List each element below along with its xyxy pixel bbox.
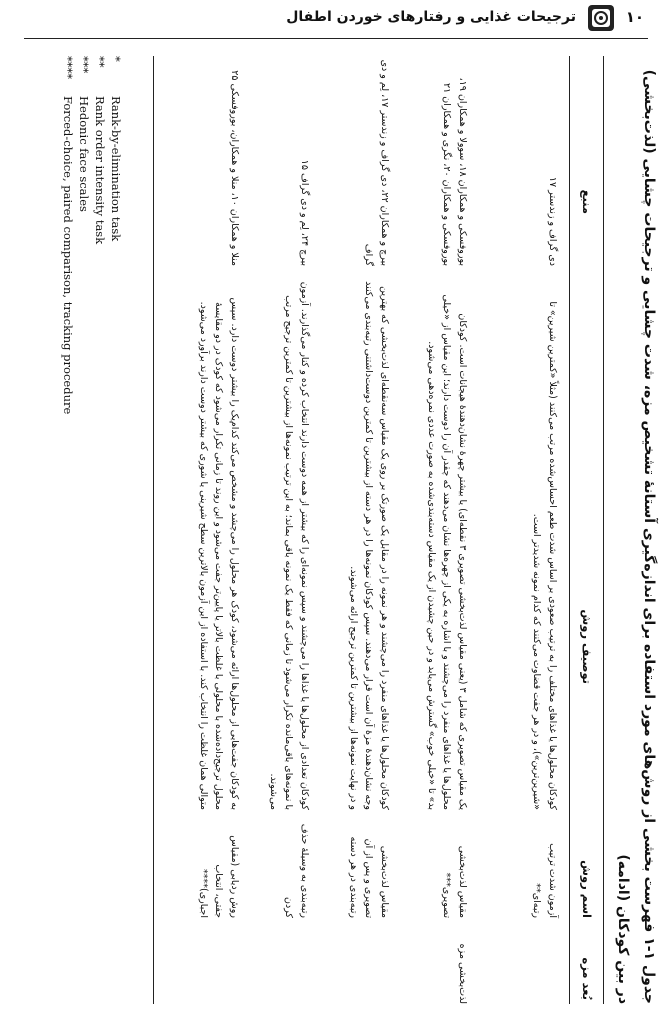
footnote-text: Rank order intensity task	[93, 96, 107, 245]
landscape-table-page	[0, 46, 672, 1014]
footnote-mark: ****	[61, 56, 75, 79]
book-icon	[586, 3, 616, 33]
table-header-rule	[569, 56, 570, 1004]
header-source: منبع	[580, 189, 594, 214]
running-title: ترجیحات غذایی و رفتارهای خوردن اطفال	[286, 9, 576, 25]
footnote	[108, 56, 124, 516]
page-header	[0, 0, 672, 42]
footnote	[92, 56, 108, 516]
source-cell: بیرچ ۲۴، لِم و دی گراف ۱۵	[299, 159, 310, 266]
description-cell: به کودکان جفت‌هایی از محلول‌ها ارائه می‌شود، کودک هر محلول را می‌چشد و مشخص می‌کند کدام‌یک را بیشتر دوست دارد. سپس محلول ترجیح‌داده‌شده با محلولی با غلظت بالاتر یا پایین‌تر جفت می‌شود و این روند تا زمانی تکرار می‌شود که کودک در دو مقایسهٔ متوالی همان غلظت را انتخاب کند. با استفاده از این آزمون بالاترین سطح شیرینی یا شوری که بیشتر دوست دارند برآورد می‌شود.	[198, 297, 240, 810]
footnote	[76, 56, 92, 516]
footnote-mark: *	[109, 56, 123, 62]
header-rule	[24, 38, 648, 39]
source-cell: منلا و همکاران ۱۰، منلا و همکاران، بوروفسکی ۲۵	[229, 70, 240, 266]
method-name-cell: مقیاس لذت‌بخشی تصویری***	[441, 845, 468, 918]
table-caption: جدول ۱-۱ فهرست بخشی از روش‌های مورد استفاده برای اندازه‌گیری آستانهٔ تشخیص مزه، شدت چشایی و ترجیحات چشایی (لذت‌بخشی) در بین کودکان (ادامه)	[615, 69, 657, 1004]
dimension-value: لذت‌بخشی مزه	[457, 943, 468, 1004]
header-description: توصیف روش	[580, 609, 594, 684]
description-cell: کودکان محلول‌ها یا غذاهای مختلف را به ترتیب صعودی بر اساس شدت طعم احساس‌شده مرتب می‌کنند (مثلاً «کمترین شیرین» تا «شیرین‌ترین»)، و در هر جفت قضاوت می‌کنند که کدام نمونه شدیدتر است.	[531, 301, 558, 810]
method-name-cell: رتبه‌بندی به وسیلهٔ حذف کردن	[283, 823, 310, 918]
description-cell: کودکان تعدادی از محلول‌ها یا غذاها را می‌چشند و سپس نمونه‌ای را که بیشتر از همه دوست دارند انتخاب کرده و کنار می‌گذارند. آزمون با نمونه‌های باقی‌مانده تکرار می‌شود تا زمانی که فقط یک نمونه باقی بماند؛ به این ترتیب نمونه‌ها از بیشترین تا کمترین ترجیح مرتب می‌شوند.	[268, 281, 310, 810]
methods-table	[152, 46, 604, 1014]
method-name-cell: مقیاس لذت‌بخشی تصویری و پس از آن رتبه‌بندی در هر دسته	[348, 836, 390, 918]
footnote-mark: **	[93, 56, 107, 68]
method-name-cell: روش ردیابی (مقیاس جفتی، انتخاب اجباری)****	[198, 835, 240, 918]
source-cell: دی گراف و زندستر ۱۷	[547, 176, 558, 266]
footnote-text: Forced-choice, paired comparison, tracking procedure	[61, 96, 75, 415]
footnote-text: Hedonic face scales	[77, 96, 91, 212]
footnote-text: Rank-by-elimination task	[109, 96, 123, 242]
header-dimension: بُعد مزه	[580, 957, 594, 1000]
page-number: ۱۰	[625, 8, 644, 26]
description-cell: یک مقیاس تصویری که شامل ۳ (یعنی مقیاس لذت‌بخشی تصویری ۳ نقطه‌ای) یا بیشتر چهرهٔ نشان‌دهندهٔ هیجانات است. کودکان محلول‌ها یا غذاهای منفرد را می‌چشند و با اشاره به یکی از چهره‌ها نشان می‌دهند که چقدر آن را دوست دارند؛ این مقیاس از «خیلی بد» تا «خیلی خوب» گسترش می‌یابد و در حین چشیدن از یک مقیاس دسته‌بندی‌شده به صورت عددی نمره‌دهی می‌شود.	[426, 294, 468, 810]
footnote-mark: ***	[77, 56, 91, 74]
header-method-name: اسم روش	[580, 860, 594, 918]
description-cell: کودکان محلول‌ها یا غذاهای منفرد را می‌چشند و هر نمونه را در مقابل یک صورتک بر روی یک مقیاس سه‌نقطه‌ای لذت‌بخشی که بهترین وجه نشان‌دهندهٔ مزهٔ آن است قرار می‌دهند. سپس کودکان نمونه‌ها را در هر دسته از بیشترین تا کمترین دوست‌داشتنی رتبه‌بندی می‌کنند و در نهایت نمونه‌ها از بیشترین تا کمترین ترجیح ارائه می‌شوند.	[348, 281, 390, 810]
source-cell: بیرچ و همکاران ۲۲، دی گراف و زندستر ۱۷، لِم و دی گراف	[363, 59, 390, 266]
footnote	[60, 56, 76, 516]
source-cell: بوروفسکی و همکاران ۱۸، سوولا و همکاران ۱۹، بوروفسکی و همکاران ۲۰، نگری و همکاران ۲۱	[441, 77, 468, 266]
table-footnotes	[60, 56, 124, 516]
table-top-rule	[603, 56, 604, 1004]
table-bottom-rule	[153, 56, 154, 1004]
method-name-cell: آزمون شدت ترتیب رتبه‌ای**	[531, 843, 558, 918]
